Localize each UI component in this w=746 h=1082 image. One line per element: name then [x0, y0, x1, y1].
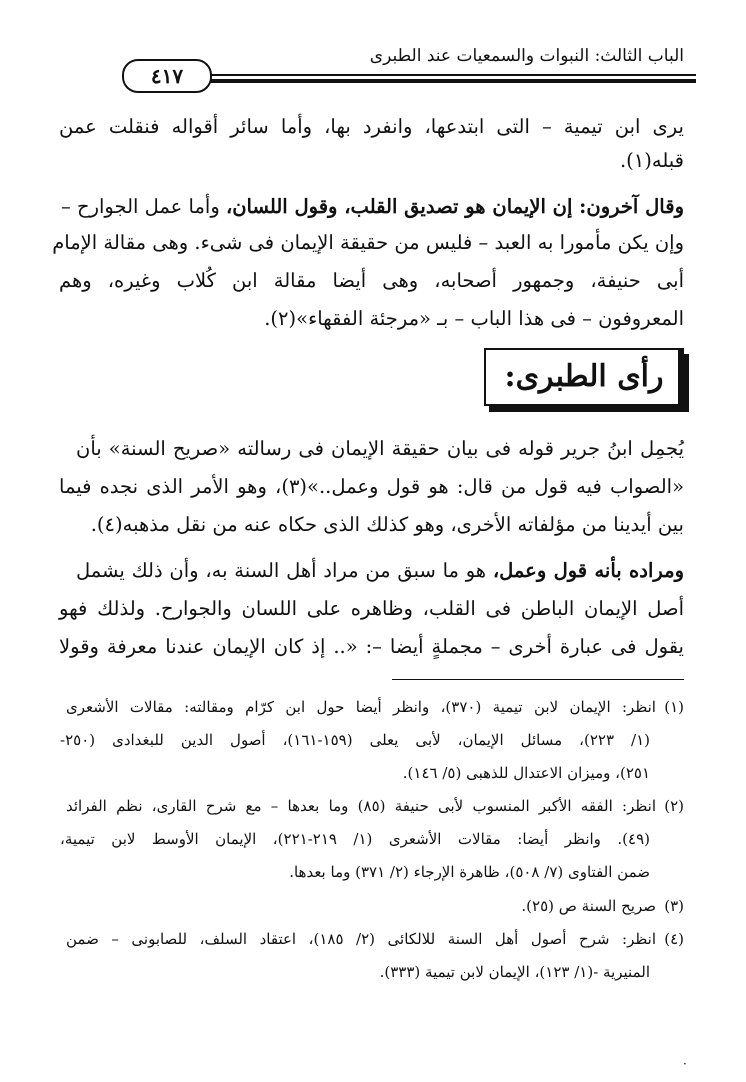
footnote-line: المنيرية -(١/ ١٢٣)، الإيمان لابن تيمية (٣٣٣). [379, 963, 650, 981]
footnote-number: (١) [664, 698, 684, 716]
bold-phrase: وقال آخرون: إن الإيمان هو تصديق القلب، وقول اللسان، [225, 195, 684, 218]
footnote-4 [59, 926, 684, 954]
body-text: هو ما سبق من مراد أهل السنة به، وأن ذلك يشمل [76, 559, 493, 582]
footnote-3 [59, 893, 684, 921]
body-text: وأما عمل الجوارح – [61, 195, 226, 218]
footnote-separator [392, 679, 684, 680]
body-line: بين أيدينا من مؤلفاته الأخرى، وهو كذلك الذى حكاه عنه من نقل مذهبه(٤). [90, 513, 684, 536]
footnote-text: صريح السنة ص (٢٥). [521, 897, 656, 915]
footnote-number: (٢) [664, 797, 684, 815]
body-line: وإن يكن مأمورا به العبد – فليس من حقيقة الإيمان فى شىء. وهى مقالة الإمام [52, 231, 684, 254]
print-speck: · [683, 1057, 687, 1071]
body-line: أصل الإيمان الباطن فى القلب، وظاهره على اللسان والجوارح. ولذلك فهو [59, 597, 684, 620]
body-line: «الصواب فيه قول من قال: هو قول وعمل..»(٣)، وهو الأمر الذى نجده فيما [59, 475, 685, 498]
header-rule-thin [128, 74, 696, 76]
footnote-1 [59, 694, 684, 722]
footnote-number: (٤) [664, 930, 684, 948]
header-rule-thick [128, 79, 696, 83]
bold-phrase: ومراده بأنه قول وعمل، [492, 559, 684, 582]
footnote-number: (٣) [664, 897, 684, 915]
running-header-title: الباب الثالث: النبوات والسمعيات عند الطبرى [369, 46, 684, 66]
section-heading: رأى الطبرى: [484, 348, 684, 406]
page-number-badge: ٤١٧ [122, 59, 212, 93]
body-line: يقول فى عبارة أخرى – مجملةٍ أيضا –: «.. إذ كان الإيمان عندنا معرفة وقولا [59, 635, 684, 658]
body-line: يُجمِل ابنُ جرير قوله فى بيان حقيقة الإيمان فى رسالته «صريح السنة» بأن [76, 437, 684, 460]
body-line: أبى حنيفة، وجمهور أصحابه، وهى أيضا مقالة ابن كُلاب وغيره، وهم [59, 269, 684, 292]
footnote-text: انظر: الإيمان لابن تيمية (٣٧٠)، وانظر أيضا حول ابن كرّام ومقالته: مقالات الأشعرى [66, 698, 656, 716]
footnote-line: ضمن الفتاوى (٧/ ٥٠٨)، ظاهرة الإرجاء (٢/ ٣٧١) وما بعدها. [289, 863, 650, 881]
footnote-text: انظر: الفقه الأكبر المنسوب لأبى حنيفة (٨٥) وما بعدها – مع شرح القارى، نظم الفرائد [66, 797, 656, 815]
body-line [61, 192, 684, 226]
footnote-2 [59, 793, 684, 821]
footnote-text: انظر: شرح أصول أهل السنة للالكائى (٢/ ١٨٥)، اعتقاد السلف، للصابونى – ضمن [66, 930, 656, 948]
body-line [76, 556, 684, 590]
heading-accent-bar [678, 348, 684, 406]
footnote-line: (١/ ٢٢٣)، مسائل الإيمان، لأبى يعلى (١٥٩-١٦١)، أصول الدين للبغدادى (٢٥٠- [60, 731, 650, 749]
body-line: قبله(١). [619, 149, 684, 172]
body-line: يرى ابن تيمية – التى ابتدعها، وانفرد بها، وأما سائر أقواله فنقلت عمن [59, 115, 684, 138]
footnote-line: (٤٩). وانظر أيضا: مقالات الأشعرى (١/ ٢١٩-٢٢١)، الإيمان الأوسط لابن تيمية، [60, 830, 650, 848]
body-line: المعروفون – فى هذا الباب – بـ «مرجئة الفقهاء»(٢). [264, 307, 684, 330]
footnote-line: ٢٥١)، وميزان الاعتدال للذهبى (٥/ ١٤٦). [402, 764, 650, 782]
